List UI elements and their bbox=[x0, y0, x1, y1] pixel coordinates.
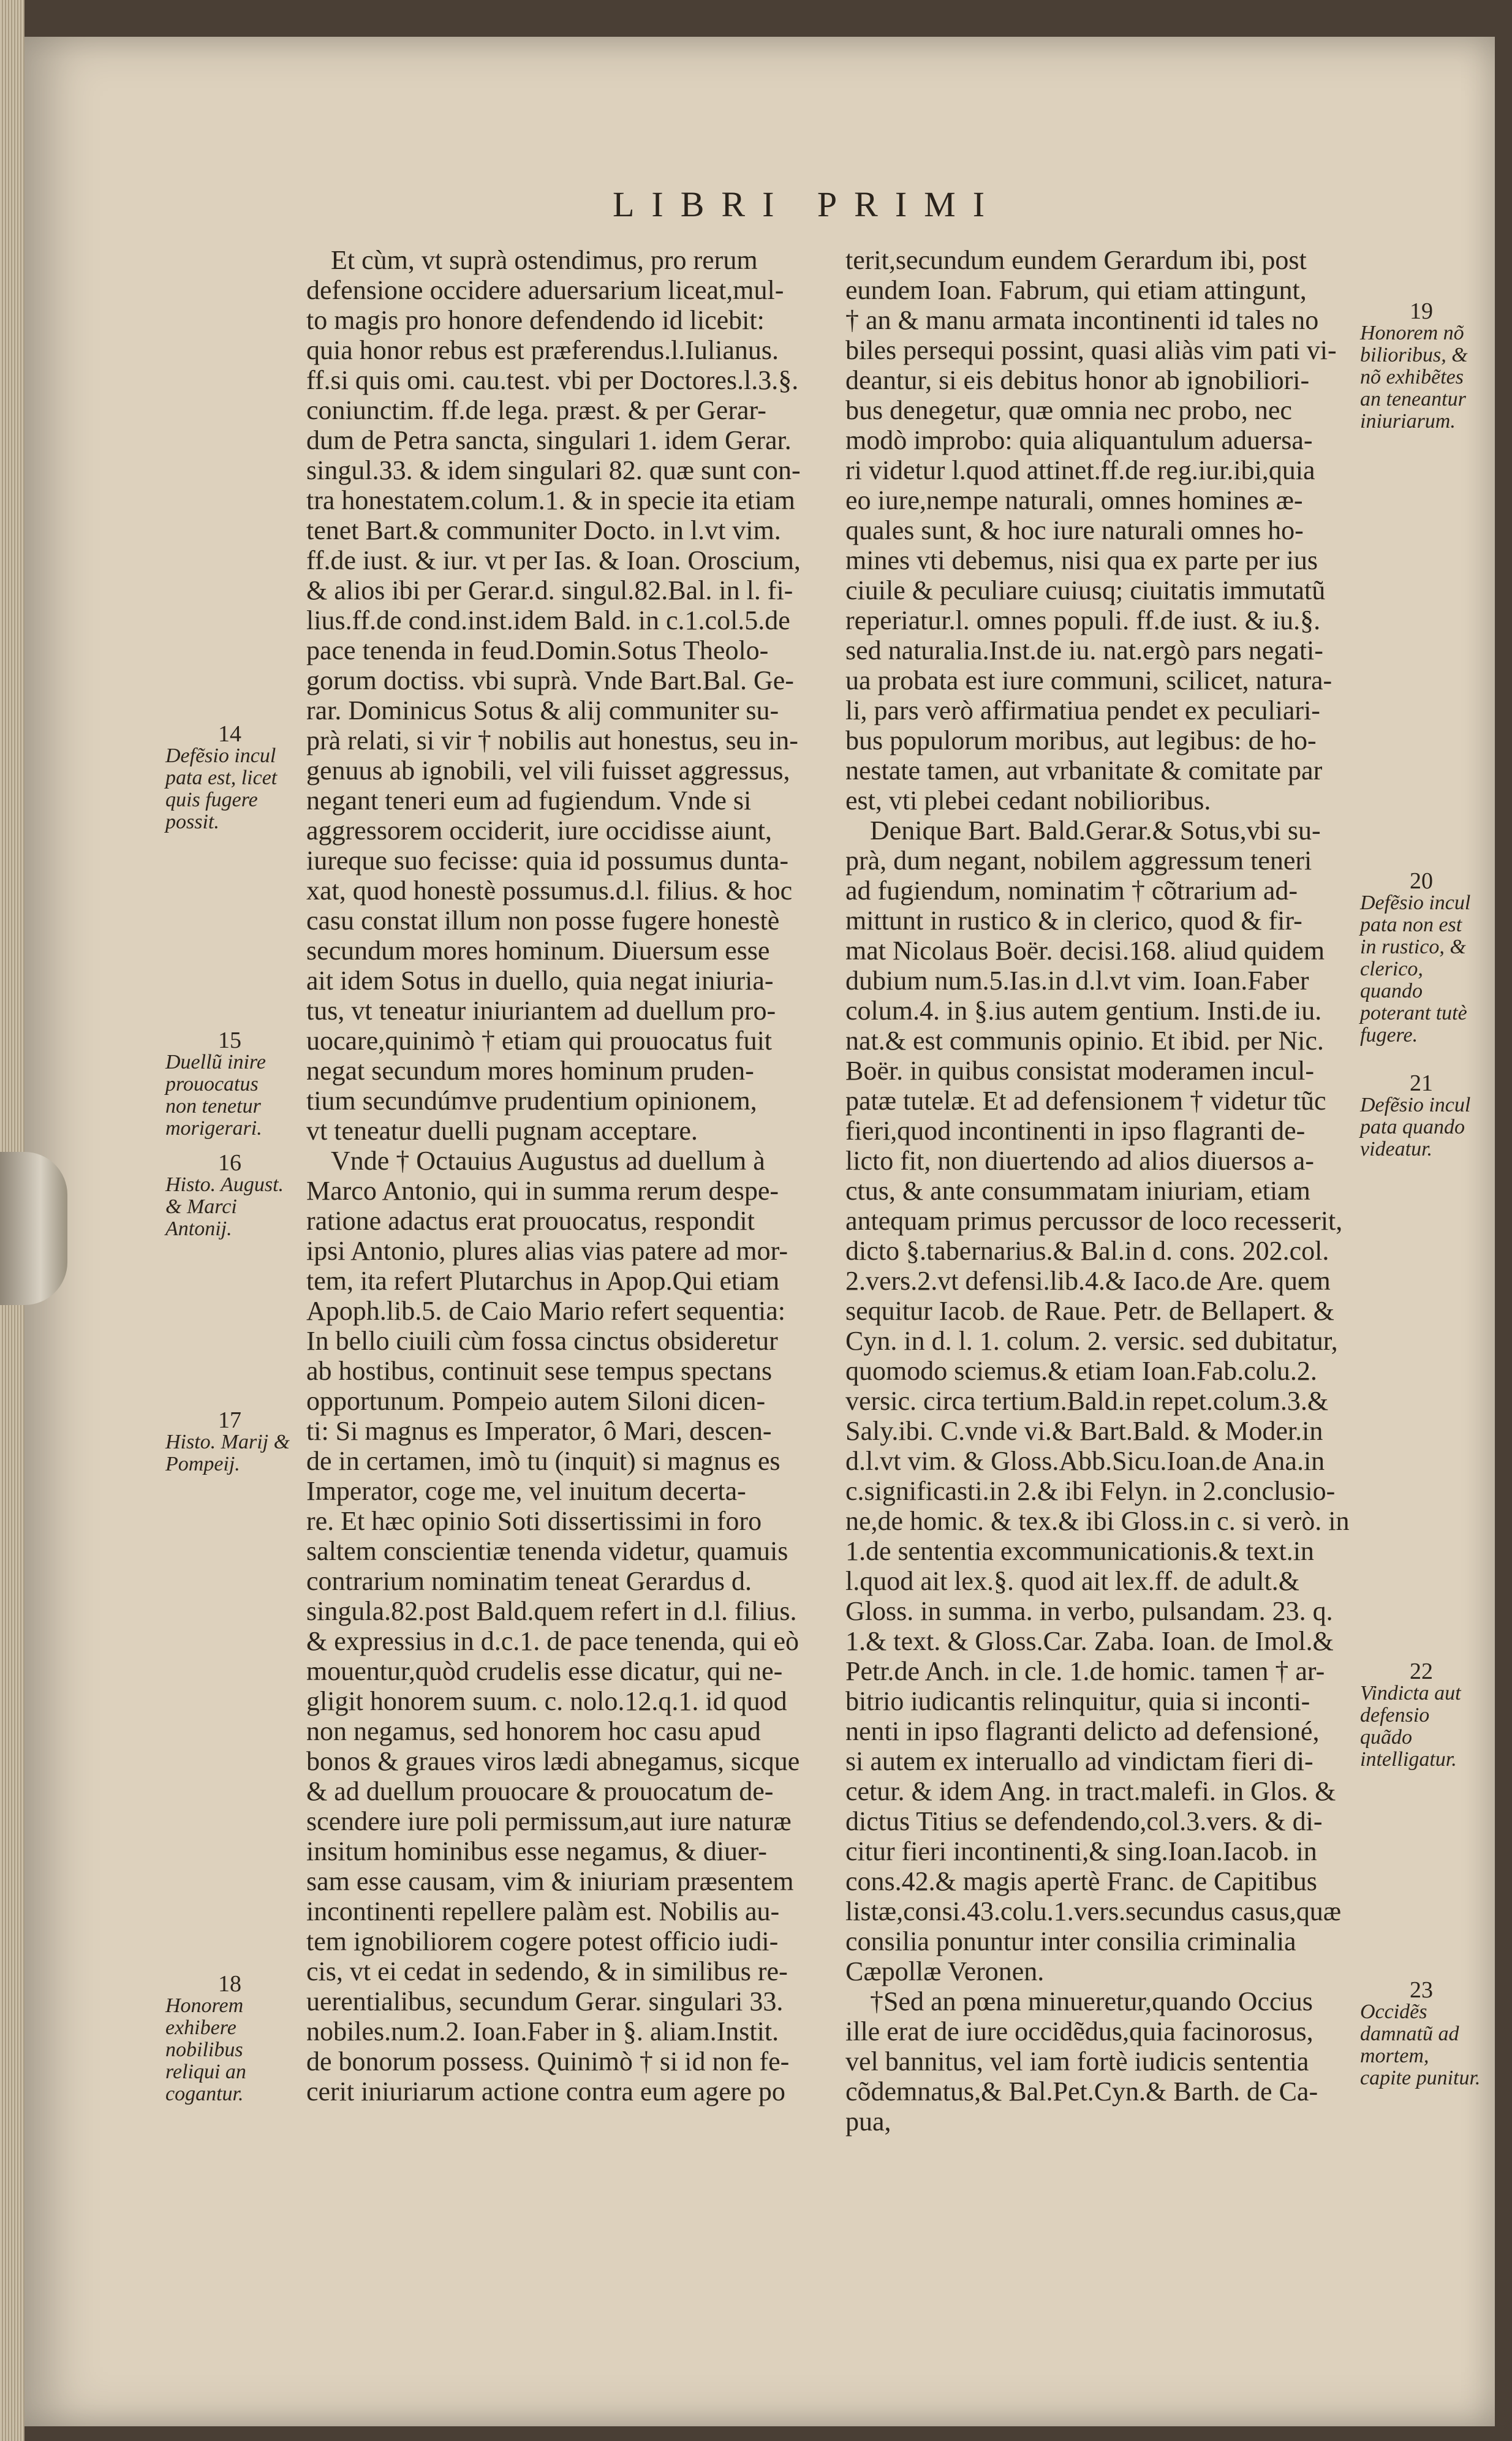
text-line: c.significasti.in 2.& ibi Felyn. in 2.conclusio- bbox=[845, 1476, 1336, 1506]
text-line: quia honor rebus est præferendus.l.Iulianus. bbox=[306, 335, 779, 365]
text-line: licto fit, non diuertendo ad alios diuersos a- bbox=[845, 1146, 1314, 1176]
text-line: citur fieri incontinenti,& sing.Ioan.Iacob. in bbox=[845, 1836, 1317, 1866]
text-line: incontinenti repellere palàm est. Nobilis au- bbox=[306, 1896, 780, 1926]
text-line: bitrio iudicantis relinquitur, quia si inconti- bbox=[845, 1686, 1310, 1716]
margin-note-text: Vindicta aut defensio quãdo intelligatur. bbox=[1360, 1682, 1461, 1771]
text-line: patæ tutelæ. Et ad defensionem † videtur tũc bbox=[845, 1086, 1326, 1116]
text-line: † an & manu armata incontinenti id tales no bbox=[845, 305, 1319, 335]
text-line: bonos & graues viros lædi abnegamus, sicque bbox=[306, 1746, 800, 1776]
text-line: Petr.de Anch. in cle. 1.de homic. tamen † ar- bbox=[845, 1656, 1325, 1686]
margin-note-text: Honorem nõ bilioribus, & nõ exhibẽtes an teneantur iniuriarum. bbox=[1360, 322, 1468, 433]
text-line: l.quod ait lex.§. quod ait lex.ff. de adult.& bbox=[845, 1566, 1299, 1596]
text-line: de bonorum possess. Quinimò † si id non fe- bbox=[306, 2046, 790, 2076]
text-line: secundum mores hominum. Diuersum esse bbox=[306, 936, 770, 966]
margin-note-16 bbox=[165, 1152, 294, 1240]
margin-note-number: 20 bbox=[1410, 868, 1433, 894]
margin-note-number: 22 bbox=[1410, 1659, 1433, 1684]
text-line: re. Et hæc opinio Soti dissertissimi in foro bbox=[306, 1506, 762, 1536]
text-line: eo iure,nempe naturali, omnes homines æ- bbox=[845, 485, 1303, 515]
text-line: si autem ex interuallo ad vindictam fieri di- bbox=[845, 1746, 1314, 1776]
text-line: quales sunt, & hoc iure naturali omnes ho- bbox=[845, 515, 1304, 545]
margin-note-21 bbox=[1360, 1072, 1483, 1160]
margin-note-text: Occidẽs damnatũ ad mortem, capite punitur. bbox=[1360, 2000, 1481, 2089]
text-line: nat.& est communis opinio. Et ibid. per Nic. bbox=[845, 1026, 1324, 1056]
page-clip bbox=[0, 1152, 67, 1305]
text-line: Vnde † Octauius Augustus ad duellum à bbox=[331, 1146, 765, 1176]
running-head: LIBRI PRIMI bbox=[613, 184, 1002, 224]
text-line: dicto §.tabernarius.& Bal.in d. cons. 202.col. bbox=[845, 1236, 1329, 1266]
text-line: vt teneatur duelli pugnam acceptare. bbox=[306, 1116, 698, 1146]
text-line: In bello ciuili cùm fossa cinctus obsideretur bbox=[306, 1326, 778, 1356]
text-line: mouentur,quòd crudelis esse dicatur, qui ne- bbox=[306, 1656, 783, 1686]
text-line: 1.de sententia excommunicationis.& text.in bbox=[845, 1536, 1314, 1566]
text-line: Apoph.lib.5. de Caio Mario refert sequentia: bbox=[306, 1296, 786, 1326]
text-line: coniunctim. ff.de lega. præst. & per Gerar- bbox=[306, 395, 766, 425]
text-line: genuus ab ignobili, vel vili fuisset aggressus, bbox=[306, 755, 790, 785]
text-line: antequam primus percussor de loco recesserit, bbox=[845, 1206, 1343, 1236]
text-line: sed naturalia.Inst.de iu. nat.ergò pars negati- bbox=[845, 635, 1323, 665]
text-line: de in certamen, imò tu (inquit) si magnus es bbox=[306, 1446, 781, 1476]
text-line: scendere iure poli permissum,aut iure naturæ bbox=[306, 1806, 792, 1836]
text-line: Gloss. in summa. in verbo, pulsandam. 23. q. bbox=[845, 1596, 1333, 1626]
text-line: & ad duellum prouocare & prouocatum de- bbox=[306, 1776, 774, 1806]
text-line: tium secundúmve prudentium opinionem, bbox=[306, 1086, 757, 1116]
text-line: prà, dum negant, nobilem aggressum teneri bbox=[845, 846, 1312, 876]
text-line: bus denegetur, quæ omnia nec probo, nec bbox=[845, 395, 1292, 425]
text-line: versic. circa tertium.Bald.in repet.colum.3.& bbox=[845, 1386, 1329, 1416]
text-line: Boër. in quibus consistat moderamen incul- bbox=[845, 1056, 1314, 1086]
text-line: singula.82.post Bald.quem refert in d.l. filius. bbox=[306, 1596, 797, 1626]
text-line: dictus Titius se defendendo,col.3.vers. & di- bbox=[845, 1806, 1323, 1836]
text-line: Et cùm, vt suprà ostendimus, pro rerum bbox=[331, 245, 758, 275]
text-line: dubium num.5.Ias.in d.l.vt vim. Ioan.Faber bbox=[845, 966, 1309, 996]
text-line: tus, vt teneatur iniuriantem ad duellum pro- bbox=[306, 996, 776, 1026]
text-line: & expressius in d.c.1. de pace tenenda, qui eò bbox=[306, 1626, 799, 1656]
text-line: bus populorum moribus, aut legibus: de ho- bbox=[845, 725, 1317, 755]
text-line: colum.4. in §.ius autem gentium. Insti.de iu. bbox=[845, 996, 1322, 1026]
text-line: defensione occidere aduersarium liceat,mul- bbox=[306, 275, 784, 305]
text-line: prà relati, si vir † nobilis aut honestus, seu in- bbox=[306, 725, 798, 755]
margin-note-20 bbox=[1360, 870, 1483, 1046]
text-line: ait idem Sotus in duello, quia negat iniuria- bbox=[306, 966, 774, 996]
text-line: cerit iniuriarum actione contra eum agere po bbox=[306, 2076, 785, 2106]
margin-note-19 bbox=[1360, 300, 1483, 433]
margin-note-number: 16 bbox=[218, 1150, 241, 1176]
text-line: ne,de homic. & tex.& ibi Gloss.in c. si verò. in bbox=[845, 1506, 1350, 1536]
margin-note-18 bbox=[165, 1973, 294, 2105]
text-line: to magis pro honore defendendo id licebit: bbox=[306, 305, 765, 335]
text-line: li, pars verò affirmatiua pendet ex peculiari- bbox=[845, 695, 1320, 725]
text-line: fieri,quod incontinenti in ipso flagranti de- bbox=[845, 1116, 1306, 1146]
text-line: negant teneri eum ad fugiendum. Vnde si bbox=[306, 785, 752, 816]
text-line: aggressorem occiderit, iure occidisse aiunt, bbox=[306, 816, 772, 846]
text-line: sam esse causam, vim & iniuriam præsentem bbox=[306, 1866, 794, 1896]
text-line: Cyn. in d. l. 1. colum. 2. versic. sed dubitatur, bbox=[845, 1326, 1338, 1356]
margin-note-15 bbox=[165, 1029, 294, 1140]
text-line: reperiatur.l. omnes populi. ff.de iust. & iu.§. bbox=[845, 605, 1321, 635]
margin-note-number: 17 bbox=[218, 1407, 241, 1433]
text-line: cetur. & idem Ang. in tract.malefi. in Glos. & bbox=[845, 1776, 1336, 1806]
left-text-column bbox=[306, 245, 815, 2106]
text-line: lius.ff.de cond.inst.idem Bald. in c.1.col.5.de bbox=[306, 605, 790, 635]
text-line: ipsi Antonio, plures alias vias patere ad mor- bbox=[306, 1236, 788, 1266]
text-line: tenet Bart.& communiter Docto. in l.vt vim. bbox=[306, 515, 781, 545]
text-line: non negamus, sed honorem hoc casu apud bbox=[306, 1716, 761, 1746]
margin-note-text: Histo. August. & Marci Antonij. bbox=[165, 1173, 284, 1240]
text-line: tra honestatem.colum.1. & in specie ita etiam bbox=[306, 485, 795, 515]
text-line: ti: Si magnus es Imperator, ô Mari, descen- bbox=[306, 1416, 772, 1446]
text-line: ff.si quis omi. cau.test. vbi per Doctores.l.3.§. bbox=[306, 365, 799, 395]
text-line: ctus, & ante consummatam iniuriam, etiam bbox=[845, 1176, 1310, 1206]
text-line: dum de Petra sancta, singulari 1. idem Gerar. bbox=[306, 425, 792, 455]
text-line: †Sed an pœna minueretur,quando Occius bbox=[870, 1986, 1313, 2016]
text-line: opportunum. Pompeio autem Siloni dicen- bbox=[306, 1386, 766, 1416]
margin-note-14 bbox=[165, 723, 294, 833]
text-line: ab hostibus, continuit sese tempus spectans bbox=[306, 1356, 773, 1386]
text-line: & alios ibi per Gerar.d. singul.82.Bal. in l. fi- bbox=[306, 575, 793, 605]
text-line: biles persequi possint, quasi aliàs vim pati vi- bbox=[845, 335, 1337, 365]
margin-note-17 bbox=[165, 1409, 294, 1475]
text-line: gligit honorem suum. c. nolo.12.q.1. id quod bbox=[306, 1686, 787, 1716]
margin-note-text: Defẽsio incul pata est, licet quis fugere possit. bbox=[165, 744, 278, 833]
text-line: mittunt in rustico & in clerico, quod & fir- bbox=[845, 906, 1302, 936]
text-line: eundem Ioan. Fabrum, qui etiam attingunt, bbox=[845, 275, 1307, 305]
text-line: cis, vt ei cedat in sedendo, & in similibus re- bbox=[306, 1956, 788, 1986]
text-line: Marco Antonio, qui in summa rerum despe- bbox=[306, 1176, 779, 1206]
text-line: deantur, si eis debitus honor ab ignobiliori- bbox=[845, 365, 1310, 395]
text-line: modò improbo: quia aliquantulum aduersa- bbox=[845, 425, 1313, 455]
text-line: Saly.ibi. C.vnde vi.& Bart.Bald. & Moder.in bbox=[845, 1416, 1323, 1446]
text-line: singul.33. & idem singulari 82. quæ sunt con- bbox=[306, 455, 801, 485]
text-line: iureque suo fecisse: quia id possumus dunta- bbox=[306, 846, 788, 876]
text-line: insitum hominibus esse negamus, & diuer- bbox=[306, 1836, 767, 1866]
text-line: ratione adactus erat prouocatus, respondit bbox=[306, 1206, 755, 1236]
text-line: listæ,consi.43.colu.1.vers.secundus casus,quæ bbox=[845, 1896, 1342, 1926]
right-text-column bbox=[845, 245, 1360, 2136]
text-line: vel bannitus, vel iam fortè iudicis sententia bbox=[845, 2046, 1309, 2076]
text-line: nobiles.num.2. Ioan.Faber in §. aliam.Instit. bbox=[306, 2016, 779, 2046]
text-line: pace tenenda in feud.Domin.Sotus Theolo- bbox=[306, 635, 769, 665]
text-line: ri videtur l.quod attinet.ff.de reg.iur.ibi,quia bbox=[845, 455, 1315, 485]
text-line: 1.& text. & Gloss.Car. Zaba. Ioan. de Imol.& bbox=[845, 1626, 1334, 1656]
text-line: xat, quod honestè possumus.d.l. filius. & hoc bbox=[306, 876, 793, 906]
margin-note-number: 21 bbox=[1410, 1070, 1433, 1096]
text-line: tem ignobiliorem cogere potest officio iudi- bbox=[306, 1926, 779, 1956]
margin-note-number: 15 bbox=[218, 1027, 241, 1053]
text-line: terit,secundum eundem Gerardum ibi, post bbox=[845, 245, 1307, 275]
text-line: rar. Dominicus Sotus & alij communiter su- bbox=[306, 695, 779, 725]
text-line: ff.de iust. & iur. vt per Ias. & Ioan. Oroscium, bbox=[306, 545, 801, 575]
text-line: mines vti debemus, nisi qua ex parte per ius bbox=[845, 545, 1318, 575]
text-line: contrarium nominatim teneat Gerardus d. bbox=[306, 1566, 752, 1596]
margin-note-text: Duellũ inire prouocatus non tenetur morigerari. bbox=[165, 1051, 266, 1140]
margin-note-number: 23 bbox=[1410, 1977, 1433, 2003]
margin-note-number: 14 bbox=[218, 721, 241, 747]
text-line: ille erat de iure occidẽdus,quia facinorosus, bbox=[845, 2016, 1314, 2046]
text-line: d.l.vt vim. & Gloss.Abb.Sicu.Ioan.de Ana.in bbox=[845, 1446, 1325, 1476]
text-line: Imperator, coge me, vel inuitum decerta- bbox=[306, 1476, 746, 1506]
text-line: uocare,quinimò † etiam qui prouocatus fuit bbox=[306, 1026, 773, 1056]
text-line: mat Nicolaus Boër. decisi.168. aliud quidem bbox=[845, 936, 1325, 966]
text-line: 2.vers.2.vt defensi.lib.4.& Iaco.de Are. quem bbox=[845, 1266, 1331, 1296]
margin-note-text: Defẽsio incul pata quando videatur. bbox=[1360, 1094, 1471, 1160]
text-line: cõdemnatus,& Bal.Pet.Cyn.& Barth. de Ca- bbox=[845, 2076, 1318, 2106]
margin-note-text: Defẽsio incul pata non est in rustico, & clerico, quando poterant tutè fugere. bbox=[1360, 891, 1471, 1046]
text-line: quomodo sciemus.& etiam Ioan.Fab.colu.2. bbox=[845, 1356, 1317, 1386]
text-line: gorum doctiss. vbi suprà. Vnde Bart.Bal. Ge- bbox=[306, 665, 794, 695]
text-line: saltem conscientiæ tenenda videtur, quamuis bbox=[306, 1536, 788, 1566]
text-line: pua, bbox=[845, 2106, 891, 2136]
margin-note-text: Histo. Marij & Pompeij. bbox=[165, 1431, 290, 1475]
text-line: sequitur Iacob. de Raue. Petr. de Bellapert. & bbox=[845, 1296, 1334, 1326]
text-line: tem, ita refert Plutarchus in Apop.Qui etiam bbox=[306, 1266, 780, 1296]
text-line: Cæpollæ Veronen. bbox=[845, 1956, 1045, 1986]
text-line: negat secundum mores hominum pruden- bbox=[306, 1056, 754, 1086]
text-line: ciuile & peculiare cuiusq; ciuitatis immutatũ bbox=[845, 575, 1326, 605]
text-line: nenti in ipso flagranti delicto ad defensioné, bbox=[845, 1716, 1320, 1746]
text-line: nestate tamen, aut vrbanitate & comitate par bbox=[845, 755, 1323, 785]
margin-note-22 bbox=[1360, 1660, 1483, 1771]
margin-note-23 bbox=[1360, 1979, 1483, 2089]
text-line: uerentialibus, secundum Gerar. singulari 33. bbox=[306, 1986, 784, 2016]
text-line: ad fugiendum, nominatim † cõtrarium ad- bbox=[845, 876, 1298, 906]
text-line: ua probata est iure communi, scilicet, natura- bbox=[845, 665, 1332, 695]
text-line: casu constat illum non posse fugere honestè bbox=[306, 906, 780, 936]
text-line: est, vti plebei cedant nobilioribus. bbox=[845, 785, 1211, 816]
text-line: consilia ponuntur inter consilia criminalia bbox=[845, 1926, 1296, 1956]
text-line: Denique Bart. Bald.Gerar.& Sotus,vbi su- bbox=[870, 816, 1321, 846]
margin-note-number: 19 bbox=[1410, 298, 1433, 324]
text-line: cons.42.& magis apertè Franc. de Capitibus bbox=[845, 1866, 1317, 1896]
margin-note-text: Honorem exhibere nobilibus reliqui an cogantur. bbox=[165, 1994, 246, 2105]
margin-note-number: 18 bbox=[218, 1971, 241, 1997]
